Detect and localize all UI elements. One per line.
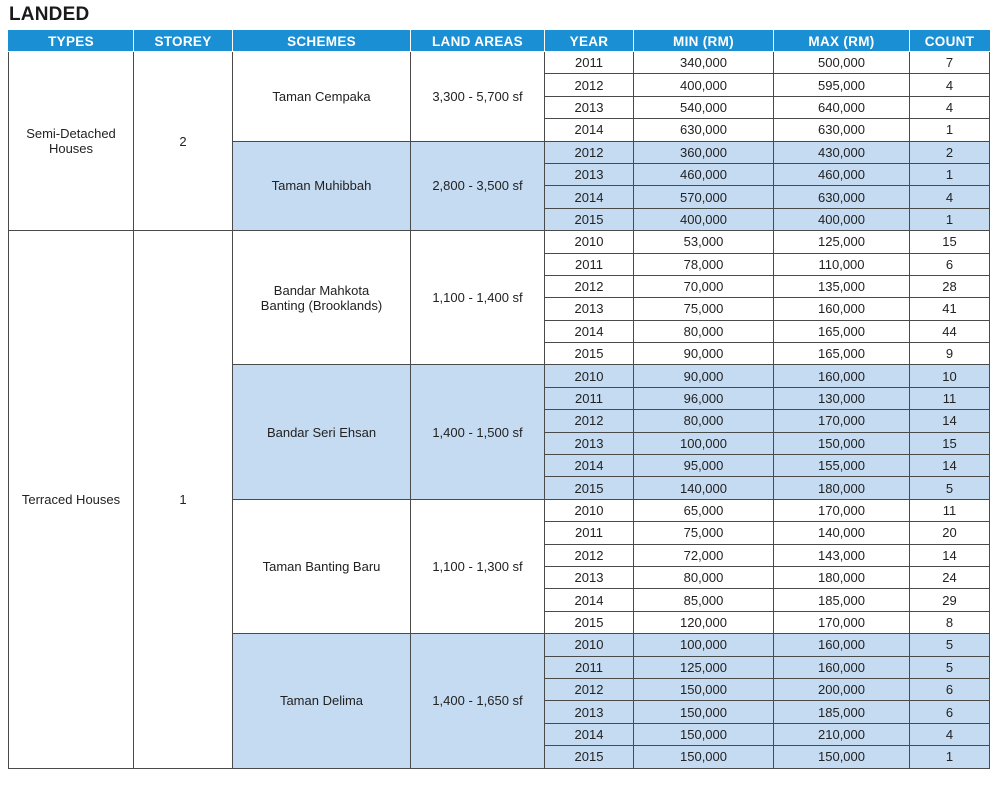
min-price-cell: 80,000 bbox=[634, 566, 774, 588]
min-price-cell: 340,000 bbox=[634, 52, 774, 74]
max-price-cell: 143,000 bbox=[774, 544, 910, 566]
max-price-cell: 125,000 bbox=[774, 231, 910, 253]
count-cell: 9 bbox=[910, 343, 990, 365]
year-cell: 2015 bbox=[545, 746, 634, 768]
count-cell: 4 bbox=[910, 723, 990, 745]
max-price-cell: 595,000 bbox=[774, 74, 910, 96]
min-price-cell: 72,000 bbox=[634, 544, 774, 566]
max-price-cell: 200,000 bbox=[774, 678, 910, 700]
max-price-cell: 150,000 bbox=[774, 432, 910, 454]
year-cell: 2010 bbox=[545, 499, 634, 521]
max-price-cell: 140,000 bbox=[774, 522, 910, 544]
max-price-cell: 135,000 bbox=[774, 275, 910, 297]
count-cell: 6 bbox=[910, 253, 990, 275]
min-price-cell: 150,000 bbox=[634, 746, 774, 768]
year-cell: 2013 bbox=[545, 298, 634, 320]
count-cell: 29 bbox=[910, 589, 990, 611]
land-area-cell: 1,400 - 1,500 sf bbox=[411, 365, 545, 499]
table-row bbox=[9, 231, 990, 253]
count-cell: 1 bbox=[910, 746, 990, 768]
max-price-cell: 110,000 bbox=[774, 253, 910, 275]
max-price-cell: 500,000 bbox=[774, 52, 910, 74]
count-cell: 20 bbox=[910, 522, 990, 544]
year-cell: 2014 bbox=[545, 119, 634, 141]
year-cell: 2015 bbox=[545, 611, 634, 633]
year-cell: 2013 bbox=[545, 96, 634, 118]
count-cell: 5 bbox=[910, 656, 990, 678]
column-header-count: COUNT bbox=[910, 31, 990, 52]
year-cell: 2014 bbox=[545, 186, 634, 208]
max-price-cell: 180,000 bbox=[774, 566, 910, 588]
scheme-cell: Bandar Mahkota Banting (Brooklands) bbox=[233, 231, 411, 365]
year-cell: 2011 bbox=[545, 253, 634, 275]
column-header-storey: STOREY bbox=[134, 31, 233, 52]
year-cell: 2015 bbox=[545, 208, 634, 230]
min-price-cell: 630,000 bbox=[634, 119, 774, 141]
header-row bbox=[9, 31, 990, 52]
min-price-cell: 75,000 bbox=[634, 298, 774, 320]
min-price-cell: 140,000 bbox=[634, 477, 774, 499]
max-price-cell: 185,000 bbox=[774, 589, 910, 611]
storey-cell: 2 bbox=[134, 52, 233, 231]
year-cell: 2012 bbox=[545, 74, 634, 96]
count-cell: 4 bbox=[910, 96, 990, 118]
year-cell: 2011 bbox=[545, 52, 634, 74]
count-cell: 4 bbox=[910, 74, 990, 96]
min-price-cell: 125,000 bbox=[634, 656, 774, 678]
count-cell: 5 bbox=[910, 477, 990, 499]
max-price-cell: 170,000 bbox=[774, 499, 910, 521]
table-body bbox=[9, 52, 990, 769]
land-area-cell: 2,800 - 3,500 sf bbox=[411, 141, 545, 231]
count-cell: 44 bbox=[910, 320, 990, 342]
max-price-cell: 430,000 bbox=[774, 141, 910, 163]
max-price-cell: 185,000 bbox=[774, 701, 910, 723]
min-price-cell: 53,000 bbox=[634, 231, 774, 253]
max-price-cell: 460,000 bbox=[774, 163, 910, 185]
year-cell: 2012 bbox=[545, 141, 634, 163]
count-cell: 28 bbox=[910, 275, 990, 297]
min-price-cell: 570,000 bbox=[634, 186, 774, 208]
max-price-cell: 160,000 bbox=[774, 656, 910, 678]
min-price-cell: 96,000 bbox=[634, 387, 774, 409]
count-cell: 6 bbox=[910, 678, 990, 700]
min-price-cell: 80,000 bbox=[634, 320, 774, 342]
land-area-cell: 1,100 - 1,300 sf bbox=[411, 499, 545, 633]
max-price-cell: 400,000 bbox=[774, 208, 910, 230]
count-cell: 2 bbox=[910, 141, 990, 163]
count-cell: 24 bbox=[910, 566, 990, 588]
count-cell: 11 bbox=[910, 499, 990, 521]
min-price-cell: 75,000 bbox=[634, 522, 774, 544]
max-price-cell: 630,000 bbox=[774, 119, 910, 141]
year-cell: 2010 bbox=[545, 365, 634, 387]
count-cell: 8 bbox=[910, 611, 990, 633]
min-price-cell: 100,000 bbox=[634, 634, 774, 656]
count-cell: 4 bbox=[910, 186, 990, 208]
max-price-cell: 630,000 bbox=[774, 186, 910, 208]
count-cell: 14 bbox=[910, 544, 990, 566]
min-price-cell: 70,000 bbox=[634, 275, 774, 297]
transaction-table bbox=[8, 30, 990, 769]
min-price-cell: 85,000 bbox=[634, 589, 774, 611]
scheme-cell: Taman Muhibbah bbox=[233, 141, 411, 231]
year-cell: 2011 bbox=[545, 522, 634, 544]
min-price-cell: 78,000 bbox=[634, 253, 774, 275]
count-cell: 6 bbox=[910, 701, 990, 723]
year-cell: 2012 bbox=[545, 544, 634, 566]
land-area-cell: 1,100 - 1,400 sf bbox=[411, 231, 545, 365]
count-cell: 10 bbox=[910, 365, 990, 387]
column-header-max: MAX (RM) bbox=[774, 31, 910, 52]
land-area-cell: 3,300 - 5,700 sf bbox=[411, 52, 545, 142]
year-cell: 2011 bbox=[545, 387, 634, 409]
year-cell: 2010 bbox=[545, 231, 634, 253]
min-price-cell: 150,000 bbox=[634, 678, 774, 700]
count-cell: 5 bbox=[910, 634, 990, 656]
year-cell: 2012 bbox=[545, 410, 634, 432]
year-cell: 2013 bbox=[545, 566, 634, 588]
max-price-cell: 210,000 bbox=[774, 723, 910, 745]
max-price-cell: 170,000 bbox=[774, 410, 910, 432]
min-price-cell: 460,000 bbox=[634, 163, 774, 185]
min-price-cell: 65,000 bbox=[634, 499, 774, 521]
min-price-cell: 400,000 bbox=[634, 208, 774, 230]
scheme-cell: Taman Banting Baru bbox=[233, 499, 411, 633]
count-cell: 1 bbox=[910, 119, 990, 141]
column-header-schemes: SCHEMES bbox=[233, 31, 411, 52]
max-price-cell: 160,000 bbox=[774, 365, 910, 387]
max-price-cell: 640,000 bbox=[774, 96, 910, 118]
min-price-cell: 540,000 bbox=[634, 96, 774, 118]
min-price-cell: 150,000 bbox=[634, 701, 774, 723]
count-cell: 14 bbox=[910, 455, 990, 477]
column-header-year: YEAR bbox=[545, 31, 634, 52]
count-cell: 1 bbox=[910, 163, 990, 185]
count-cell: 1 bbox=[910, 208, 990, 230]
min-price-cell: 90,000 bbox=[634, 365, 774, 387]
storey-cell: 1 bbox=[134, 231, 233, 768]
year-cell: 2015 bbox=[545, 477, 634, 499]
min-price-cell: 95,000 bbox=[634, 455, 774, 477]
min-price-cell: 100,000 bbox=[634, 432, 774, 454]
type-cell: Terraced Houses bbox=[9, 231, 134, 768]
count-cell: 41 bbox=[910, 298, 990, 320]
max-price-cell: 160,000 bbox=[774, 634, 910, 656]
column-header-land-areas: LAND AREAS bbox=[411, 31, 545, 52]
year-cell: 2012 bbox=[545, 275, 634, 297]
scheme-cell: Taman Delima bbox=[233, 634, 411, 768]
year-cell: 2014 bbox=[545, 723, 634, 745]
count-cell: 15 bbox=[910, 231, 990, 253]
count-cell: 7 bbox=[910, 52, 990, 74]
max-price-cell: 155,000 bbox=[774, 455, 910, 477]
min-price-cell: 90,000 bbox=[634, 343, 774, 365]
type-cell: Semi-Detached Houses bbox=[9, 52, 134, 231]
year-cell: 2014 bbox=[545, 589, 634, 611]
max-price-cell: 180,000 bbox=[774, 477, 910, 499]
min-price-cell: 150,000 bbox=[634, 723, 774, 745]
column-header-min: MIN (RM) bbox=[634, 31, 774, 52]
year-cell: 2014 bbox=[545, 455, 634, 477]
year-cell: 2010 bbox=[545, 634, 634, 656]
year-cell: 2011 bbox=[545, 656, 634, 678]
min-price-cell: 360,000 bbox=[634, 141, 774, 163]
year-cell: 2013 bbox=[545, 701, 634, 723]
max-price-cell: 170,000 bbox=[774, 611, 910, 633]
min-price-cell: 400,000 bbox=[634, 74, 774, 96]
min-price-cell: 80,000 bbox=[634, 410, 774, 432]
table-row bbox=[9, 52, 990, 74]
year-cell: 2012 bbox=[545, 678, 634, 700]
count-cell: 15 bbox=[910, 432, 990, 454]
year-cell: 2013 bbox=[545, 432, 634, 454]
max-price-cell: 130,000 bbox=[774, 387, 910, 409]
count-cell: 14 bbox=[910, 410, 990, 432]
scheme-cell: Bandar Seri Ehsan bbox=[233, 365, 411, 499]
year-cell: 2015 bbox=[545, 343, 634, 365]
scheme-cell: Taman Cempaka bbox=[233, 52, 411, 142]
max-price-cell: 165,000 bbox=[774, 343, 910, 365]
max-price-cell: 160,000 bbox=[774, 298, 910, 320]
max-price-cell: 165,000 bbox=[774, 320, 910, 342]
table-header bbox=[9, 31, 990, 52]
min-price-cell: 120,000 bbox=[634, 611, 774, 633]
year-cell: 2013 bbox=[545, 163, 634, 185]
max-price-cell: 150,000 bbox=[774, 746, 910, 768]
column-header-types: TYPES bbox=[9, 31, 134, 52]
year-cell: 2014 bbox=[545, 320, 634, 342]
count-cell: 11 bbox=[910, 387, 990, 409]
land-area-cell: 1,400 - 1,650 sf bbox=[411, 634, 545, 768]
page-title: LANDED bbox=[9, 4, 90, 25]
